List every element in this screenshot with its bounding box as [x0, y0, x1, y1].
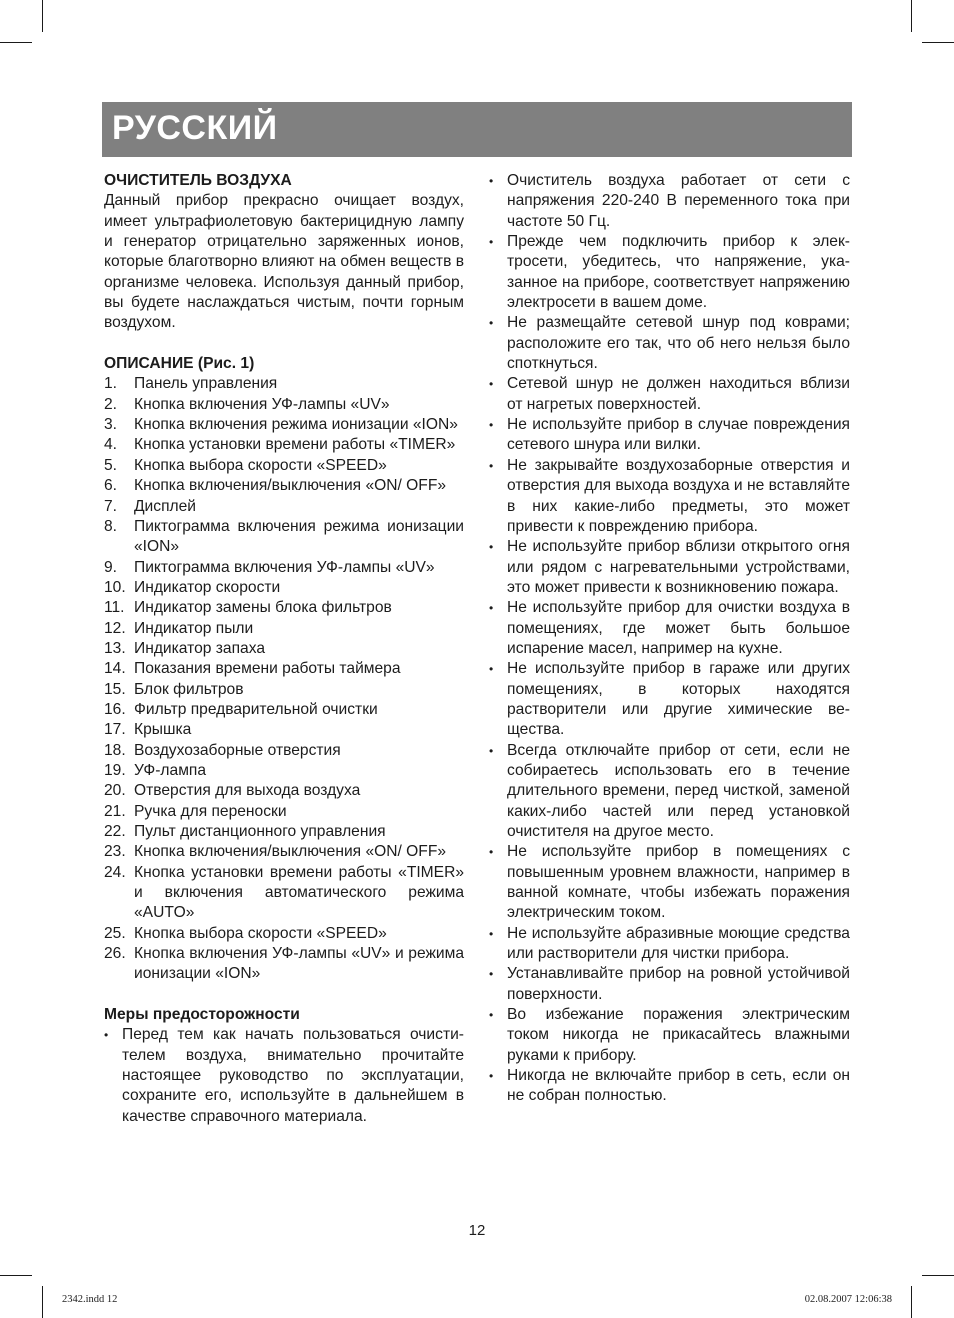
- parts-list-item: [104, 924, 464, 944]
- parts-list-item: [104, 761, 464, 781]
- item-text: Индикатор пыли: [134, 619, 254, 637]
- item-text: Кнопка выбора скорости «SPEED»: [134, 456, 387, 474]
- item-number: 7.: [104, 497, 118, 515]
- item-number: 16.: [104, 700, 126, 718]
- bullet-icon: •: [489, 540, 494, 555]
- precaution-text: Не используйте прибор в гараже или других помещениях, в которых находятся растворители или другие химические вещества.: [507, 660, 850, 739]
- item-text: Блок фильтров: [134, 680, 244, 698]
- bullet-icon: •: [104, 1028, 109, 1043]
- bullet-icon: •: [489, 926, 494, 941]
- bullet-icon: •: [489, 1069, 494, 1084]
- bullet-icon: •: [489, 418, 494, 433]
- item-text: Показания времени работы таймера: [134, 660, 401, 678]
- item-text: Кнопка включения/выключения «ON/ OFF»: [134, 843, 447, 861]
- bullet-icon: •: [489, 967, 494, 982]
- parts-list-item: [104, 944, 464, 985]
- item-text: Кнопка включения УФ-лампы «UV» и режима ионизации «ION»: [134, 945, 464, 983]
- item-text: Кнопка выбора скорости «SPEED»: [134, 924, 387, 942]
- item-number: 5.: [104, 456, 118, 474]
- crop-mark: [42, 0, 43, 32]
- precaution-item: [489, 1066, 850, 1107]
- item-text: Кнопка включения/выключения «ON/ OFF»: [134, 477, 447, 495]
- section-heading-description: ОПИСАНИЕ (Рис. 1): [104, 355, 255, 373]
- precaution-text: Не используйте прибор в случае повреждения сетевого шнура или вилки.: [507, 416, 850, 454]
- item-number: 12.: [104, 619, 126, 637]
- crop-mark: [0, 1275, 32, 1276]
- intro-paragraph: Данный прибор прекрасно очищает воздух, имеет ультрафиолетовую бактерицидную лампу и генератор отрицательно заряженных ионов, которые благотворно влияют на обмен веществ в организме человека. Используя данный прибор, вы будете наслаждаться чистым, почти горным воздухом.: [104, 192, 464, 332]
- item-text: Крышка: [134, 721, 192, 739]
- item-text: Отверстия для выхода воздуха: [134, 782, 361, 800]
- item-text: Воздухозаборные отверстия: [134, 741, 341, 759]
- section-heading-air-purifier: ОЧИСТИТЕЛЬ ВОЗДУХА: [104, 172, 292, 189]
- item-text: Фильтр предварительной очистки: [134, 700, 378, 718]
- item-text: Пульт дистанционного управления: [134, 823, 386, 840]
- item-text: Пиктограмма включения УФ-лампы «UV»: [134, 558, 435, 576]
- precaution-text: Сетевой шнур не должен находиться вблизи от нагретых поверхностей.: [507, 375, 850, 413]
- precaution-text: Не используйте абразивные моющие средства или растворители для чистки прибора.: [507, 924, 850, 963]
- precaution-text: Не используйте прибор вблизи открытого огня или рядом с нагревательными устройствами, это может привести к возникновению пожара.: [507, 538, 850, 596]
- bullet-icon: •: [489, 1008, 494, 1023]
- parts-list-item: [104, 374, 464, 394]
- parts-list-item: [104, 822, 464, 842]
- precaution-item: [489, 456, 850, 537]
- precaution-text: Не закрывайте воздухозаборные отверстия и отверстия для выхода воздуха и не вставляйте в них какие-либо предметы, это может привести к повреждению прибора.: [507, 456, 850, 535]
- precaution-text: Очиститель воздуха работает от сети с напряжения 220-240 В переменного тока при частоте 50 Гц.: [507, 172, 850, 230]
- precaution-item: [489, 415, 850, 456]
- item-number: 9.: [104, 558, 118, 576]
- precaution-item: [489, 374, 850, 415]
- parts-list: [104, 374, 464, 984]
- precaution-text: Не размещайте сетевой шнур под коврами; расположите его так, что об него нельзя было споткнуться.: [507, 314, 850, 373]
- crop-mark: [911, 0, 912, 32]
- parts-list-item: [104, 395, 464, 415]
- bullet-icon: •: [489, 845, 494, 860]
- precaution-item: [489, 598, 850, 659]
- precaution-item: [489, 924, 850, 965]
- item-text: Пиктограмма включения режима ионизации «ION»: [134, 517, 464, 556]
- parts-list-item: [104, 456, 464, 476]
- precaution-item: [489, 1005, 850, 1066]
- precaution-item: [489, 842, 850, 923]
- bullet-icon: •: [489, 316, 494, 331]
- bullet-icon: •: [489, 377, 494, 392]
- bullet-icon: •: [489, 743, 494, 758]
- item-text: Кнопка установки времени работы «TIMER» и включения автоматического режима «AUTO»: [134, 863, 464, 922]
- bullet-icon: •: [489, 458, 494, 473]
- parts-list-item: [104, 435, 464, 455]
- parts-list-item: [104, 680, 464, 700]
- item-text: Индикатор скорости: [134, 578, 281, 596]
- parts-list-item: [104, 558, 464, 578]
- item-number: 14.: [104, 660, 126, 678]
- parts-list-item: [104, 415, 464, 435]
- item-number: 15.: [104, 680, 126, 698]
- precautions-list-right: [489, 171, 850, 1107]
- item-number: 6.: [104, 477, 118, 495]
- item-number: 24.: [104, 863, 126, 881]
- bullet-icon: •: [489, 235, 494, 250]
- precaution-text: Устанавливайте прибор на ровной устойчивой поверхности.: [507, 965, 850, 1003]
- item-text: Кнопка включения режима ионизации «ION»: [134, 416, 458, 434]
- precaution-text: Перед тем как начать пользоваться очистителем воздуха, внимательно прочитайте настоящее руководство по эксплуатации, сохраните его, используйте в дальнейшем в качестве справочного материала.: [122, 1026, 464, 1125]
- item-text: Кнопка установки времени работы «TIMER»: [134, 436, 456, 454]
- crop-mark: [42, 1286, 43, 1318]
- parts-list-item: [104, 720, 464, 740]
- item-number: 22.: [104, 823, 126, 840]
- precaution-text: Прежде чем подключить прибор к электросети, убедитесь, что напряжение, указанное на приборе, соответствует напряжению электросети в вашем доме.: [507, 233, 850, 312]
- parts-list-item: [104, 659, 464, 679]
- precaution-item: [104, 1025, 464, 1127]
- precaution-item: [489, 313, 850, 374]
- precaution-text: Всегда отключайте прибор от сети, если не собираетесь использовать его в течение длительного времени, перед чисткой, заменой каких-либо частей или перед установкой очистителя на другое место.: [507, 741, 850, 840]
- item-text: УФ-лампа: [134, 761, 207, 779]
- item-number: 19.: [104, 761, 126, 779]
- item-number: 11.: [104, 599, 125, 617]
- item-number: 13.: [104, 639, 126, 657]
- bullet-icon: •: [489, 174, 494, 188]
- precaution-item: [489, 171, 850, 232]
- precaution-item: [489, 537, 850, 598]
- parts-list-item: [104, 619, 464, 639]
- parts-list-item: [104, 781, 464, 801]
- page-number: 12: [468, 1222, 486, 1239]
- crop-mark: [922, 1275, 954, 1276]
- bullet-icon: •: [489, 601, 494, 616]
- parts-list-item: [104, 700, 464, 720]
- precaution-item: [489, 659, 850, 740]
- precaution-text: Никогда не включайте прибор в сеть, если он не собран полностью.: [507, 1067, 850, 1105]
- item-number: 10.: [104, 578, 126, 596]
- item-number: 3.: [104, 416, 118, 434]
- print-slug-file: 2342.indd 12: [62, 1294, 118, 1305]
- crop-mark: [922, 42, 954, 43]
- precaution-text: Не используйте прибор в помещениях с повышенным уровнем влажности, например в ванной комнате, чтобы избежать поражения электрическим током.: [507, 843, 850, 922]
- item-text: Дисплей: [134, 497, 196, 515]
- crop-mark: [0, 42, 32, 43]
- parts-list-item: [104, 741, 464, 761]
- parts-list-item: [104, 802, 464, 822]
- parts-list-item: [104, 598, 464, 618]
- precaution-item: [489, 741, 850, 843]
- item-text: Панель управления: [134, 375, 278, 393]
- precaution-text: Во избежание поражения электрическим током никогда не прикасайтесь влажными руками к прибору.: [507, 1006, 850, 1064]
- item-number: 2.: [104, 395, 118, 413]
- item-number: 18.: [104, 741, 126, 759]
- parts-list-item: [104, 476, 464, 496]
- item-number: 20.: [104, 782, 126, 800]
- precautions-list-left: [104, 1025, 464, 1127]
- item-number: 17.: [104, 721, 126, 739]
- bullet-icon: •: [489, 662, 494, 677]
- parts-list-item: [104, 863, 464, 924]
- item-number: 21.: [104, 802, 126, 820]
- item-number: 23.: [104, 843, 126, 861]
- item-number: 8.: [104, 517, 118, 535]
- section-heading-precautions: Меры предосторожности: [104, 1006, 300, 1024]
- item-text: Индикатор замены блока фильтров: [134, 599, 392, 617]
- language-banner: [102, 102, 852, 157]
- item-text: Ручка для переноски: [134, 802, 287, 820]
- parts-list-item: [104, 578, 464, 598]
- page-title: РУССКИЙ: [112, 109, 278, 147]
- left-column: [104, 171, 464, 1127]
- parts-list-item: [104, 842, 464, 862]
- item-number: 1.: [104, 375, 118, 393]
- precaution-text: Не используйте прибор для очистки воздуха в помещениях, где может быть большое испарение масел, например на кухне.: [507, 599, 850, 657]
- item-number: 25.: [104, 924, 126, 942]
- item-text: Индикатор запаха: [134, 639, 266, 657]
- parts-list-item: [104, 517, 464, 558]
- crop-mark: [911, 1286, 912, 1318]
- item-number: 4.: [104, 436, 118, 454]
- parts-list-item: [104, 497, 464, 517]
- parts-list-item: [104, 639, 464, 659]
- precaution-item: [489, 964, 850, 1005]
- right-column: [489, 171, 850, 1107]
- item-number: 26.: [104, 945, 126, 963]
- print-slug-date: 02.08.2007 12:06:38: [804, 1294, 892, 1305]
- item-text: Кнопка включения УФ-лампы «UV»: [134, 395, 390, 413]
- precaution-item: [489, 232, 850, 313]
